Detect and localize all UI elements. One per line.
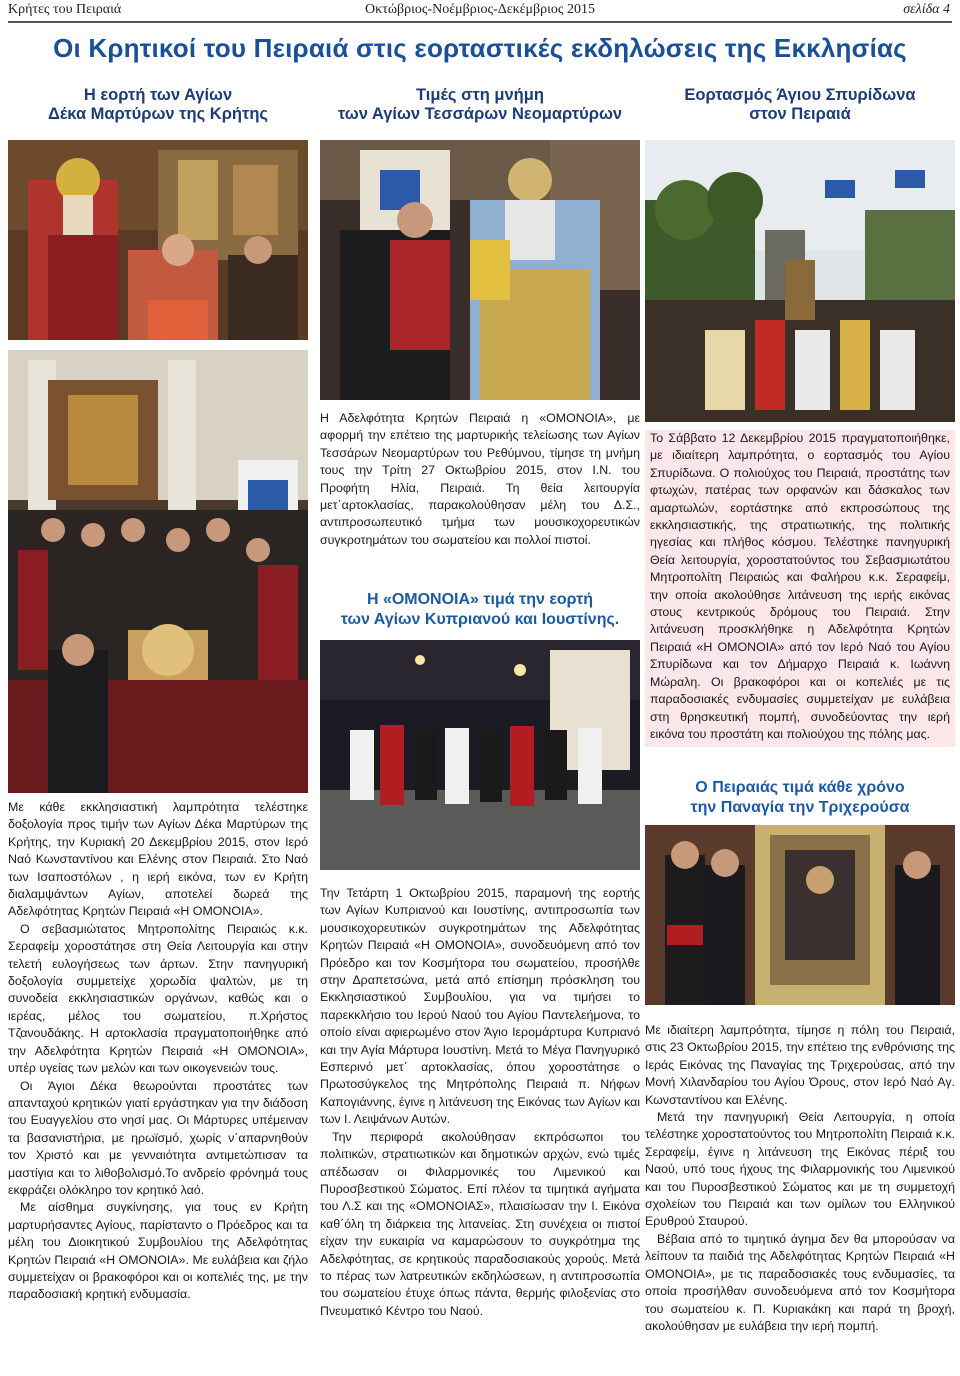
heading-trikheroussa [645,778,955,818]
subhead-saint-spyridon-line1: Εορτασμός Άγιου Σπυρίδωνα [684,86,916,104]
heading-kyprianos-line1: Η «ΟΜΟΝΟΙΑ» τιμά την εορτή [366,591,594,608]
photo-bishop-blessing [8,140,308,340]
article-saint-spyridon-p1: Το Σάββατο 12 Δεκεμβρίου 2015 πραγματοποιήθηκε, με ιδιαίτερη λαμπρότητα, ο εορτασμός του Αγίου Σπυρίδωνα. Ο πολιούχος του Πειραιά, προστάτης των φτωχών, πατέρας των ορφανών και δάσκαλος των αμαρτωλών, εορτάστηκε από εκπροσώπους της εκκλησιαστικής, της στρατιωτικής, της πολιτικής ηγεσίας και πλήθος κόσμου. Τελέστηκε πανηγυρική Θεία λειτουργία, χοροστατούντος του Σεβασμιωτάτου Μητροπολίτη Πειραιώς και Φαλήρου κ.κ. Σεραφείμ, την οποία ακολούθησε λιτάνευση της ιερής εικόνας στους κεντρικούς δρόμους του Πειραιά. Στην λιτάνευση προσκλήθηκε η Αδελφότητα Κρητών Πειραιά «Η ΟΜΟΝΟΙΑ» από τον Ιερό Ναό του Αγίου Σπυρίδωνα και τον Δήμαρχο Πειραιά κ. Ιωάννη Μώραλη. Οι βρακοφόροι και οι κοπελιές με τις παραδοσιακές ενδυμασίες συμμετείχαν με ευλάβεια στη θρησκευτική πομπή, συνοδεύοντας την ιερή εικόνα του προστάτη και πολιούχου της πόλης μας. [650,431,950,741]
page-title: Οι Κρητικοί του Πειραιά στις εορταστικές εκδηλώσεις της Εκκλησίας [53,33,907,63]
article-ten-martyrs-p4: Με αίσθημα συγκίνησης, για τους εν Κρήτη μαρτυρήσαντες Αγίους, παρίσταντο ο Πρόεδρος και τα μέλη του Διοικητικού Συμβουλίου της Αδελφότητας Κρητών Πειραιά «Η ΟΜΟΝΟΙΑ». Με ευλάβεια και ζήλο συμμετείχαν οι βρακοφόροι και οι κοπελιές της, με την παραδοσιακή κρητική ενδυμασία. [8,1200,308,1302]
article-ten-martyrs [8,799,308,1304]
subhead-ten-martyrs [8,86,308,124]
subhead-four-neomartyrs [320,86,640,124]
article-ten-martyrs-p2: Ο σεβασμιώτατος Μητροπολίτης Πειραιώς κ.κ. Σεραφείμ χοροστάτησε στη Θεία Λειτουργία και στην τελετή ευλογήσεως των άρτων. Στην πανηγυρική δοξολογία συμμετείχε χορωδία ψαλτών, με τη συνοδεία εκκλησιαστικών οργάνων, καθώς και ο ιερέας, μέλος του σωματείου, π.Χρήστος Τζανουδάκης. Η αρτοκλασία πραγματοποιήθηκε από την Αδελφότητα Κρητών Πειραιά «Η ΟΜΟΝΟΙΑ», υπέρ υγείας των μελών και των οικογενειών τους. [8,921,308,1076]
photo-dancers-night [320,640,640,870]
photo-icon-trikheroussa [645,825,955,1005]
heading-trikheroussa-line2: την Παναγία την Τριχερούσα [690,799,910,816]
article-trikheroussa-p3: Βέβαια από το τιμητικό άγημα δεν θα μπορούσαν να λείπουν τα παιδιά της Αδελφότητας Κρητών Πειραιά «Η ΟΜΟΝΟΙΑ», με τις παραδοσιακές τους ενδυμασίες, τα οποία προσήλθαν συνοδευόμενα από τον Κοσμήτορα του σωματείου κ. Π. Κυριακάκη και παρά τη βροχή, ακολούθησαν με ευλάβεια την ιερή πομπή. [645,1231,955,1333]
article-saint-spyridon [645,430,955,747]
subhead-ten-martyrs-line1: Η εορτή των Αγίων [83,86,233,104]
subhead-saint-spyridon [645,86,955,124]
subhead-saint-spyridon-line2: στον Πειραιά [749,105,851,123]
article-trikheroussa [645,1022,955,1335]
photo-communion [320,140,640,400]
running-header-left: Κρήτες του Πειραιά [8,2,122,17]
heading-kyprianos-ioustini [320,590,640,630]
photo-procession [645,140,955,422]
header-rule [8,21,952,23]
article-ten-martyrs-p1: Με κάθε εκκλησιαστική λαμπρότητα τελέστηκε δοξολογία προς τιμήν των Αγίων Δέκα Μαρτύρων της Κρήτης, την Κυριακή 20 Δεκεμβρίου 2015, στον Ιερό Ναό Κωνσταντίνου και Ελένης στον Πειραιά. Στο Ναό των Ισαποστόλων , η ιερή εικόνα, των εν Κρήτη διαλαμψάντων Αγίων, αποτελεί δωρεά της Αδελφότητας Κρητών Πειραιά «Η ΟΜΟΝΟΙΑ». [8,800,308,919]
article-four-neomartyrs [320,410,640,549]
photo-group-bread [8,350,308,793]
article-trikheroussa-p2: Μετά την πανηγυρική Θεία Λειτουργία, η οποία τελέστηκε χοροστατούντος του Μητροπολίτη Πειραιά κ.κ. Σεραφείμ, έγινε η λιτάνευση της Εικόνας πέριξ του Ναού, υπό τους ήχους της Φιλαρμονικής του Λιμενικού και του Πυροσβεστικού Σώματος και με τη συμμετοχή σχολείων του Πειραιά και των ομίλων του Ελληνικού Ερυθρού Σταυρού. [645,1110,955,1229]
article-trikheroussa-p1: Με ιδιαίτερη λαμπρότητα, τίμησε η πόλη του Πειραιά, στις 23 Οκτωβρίου 2015, την επέτειο της ενθρόνισης της Ιεράς Εικόνας της Παναγίας της Τριχερούσας, από την Μονή Χιλανδαρίου του Αγίου Όρους, στον Ιερό Ναό Αγ. Κωνσταντίνου και Ελένης. [645,1023,955,1107]
article-kyprianos-p2: Την περιφορά ακολούθησαν εκπρόσωποι του πολιτικών, στρατιωτικών και δημοτικών αρχών, ενώ τιμές απέδωσαν οι Φιλαρμονικές του Λιμενικού και Πυροσβεστικού Σώματος. Επί πλέον τα τιμητικά αγήματα του Λ.Σ και της «ΟΜΟΝΟΙΑΣ», πλαισίωσαν την Ι. Εικόνα καθ΄όλη τη διάρκεια της λιτανείας. Στη συνέχεια οι πιστοί είχαν την ευκαιρία να καμαρώσουν το συγκρότημα της Αδελφότητας, σε κρητικούς παραδοσιακούς χορούς. Μετά το πέρας των λατρευτικών εκδηλώσεων, η αντιπροσωπία του σωματείου έτυχε όπως πάντα, θερμής φιλοξενίας στο Πνευματικό Κέντρο του Ναού. [320,1129,640,1318]
subhead-four-neomartyrs-line2: των Αγίων Τεσσάρων Νεομαρτύρων [337,105,623,123]
running-header-date: Οκτώβριος-Νοέμβριος-Δεκέμβριος 2015 [365,2,595,17]
heading-kyprianos-line2: των Αγίων Κυπριανού και Ιουστίνης. [340,611,620,628]
article-four-neomartyrs-p1: Η Αδελφότητα Κρητών Πειραιά η «ΟΜΟΝΟΙΑ», με αφορμή την επέτειο της μαρτυρικής τελείωσης των Αγίων Τεσσάρων Νεομαρτύρων του Ρεθύμνου, τίμησε τη μνήμη τους την Τρίτη 27 Οκτωβρίου 2015, στον Ι.Ν. του Προφήτη Ηλία, Πειραιά. Τη θεία λειτουργία μετ΄αρτοκλασίας, παρακολούθησαν μέλη του Δ.Σ., αντιπροσωπευτικό τμήμα των μουσικοχορευτικών συγκροτημάτων του σωματείου και πολλοί πιστοί. [320,411,640,547]
article-kyprianos-p1: Την Τετάρτη 1 Οκτωβρίου 2015, παραμονή της εορτής των Αγίων Κυπριανού και Ιουστίνης, αντιπροσωπία των μουσικοχορευτικών συγκροτημάτων της Αδελφότητας Κρητών Πειραιά «Η ΟΜΟΝΟΙΑ», συνοδευόμενη από τον Πρόεδρο και τον Κοσμήτορα του σωματείου, προσήλθε στην Δραπετσώνα, μετά από επίσημη πρόσκληση του Εκκλησιαστικού Συμβουλίου, για να τιμήσει το παρεκκλήσιο του Ιερού Ναού του Αγίου Παντελεήμονα, το οποίο είναι αφιερωμένο στον Άγιο Ιερομάρτυρα Κυπριανό και την Αγία Μάρτυρα Ιουστίνη. Μετά το Μέγα Πανηγυρικό Εσπερινό μετ΄ αρτοκλασίας, όπου χοροστάτησε ο Πρωτοσύγκελος της Μητρόπολης Πειραιά π. Νήφων Καπογιάννης, έγινε η λιτάνευση της Εικόνας των Αγίων και των Ι. Λειψάνων Αυτών. [320,886,640,1127]
article-ten-martyrs-p3: Οι Άγιοι Δέκα θεωρούνται προστάτες των απανταχού κρητικών γιατί εργάστηκαν για την διάδοση του Ευαγγελίου στο νησί μας. Οι Μάρτυρες υπέμειναν τα βασανιστήρια, με ηρωϊσμό, χωρίς ν΄απαρνηθούν τον Χριστό και με γενναιότητα αντιμετώπισαν τα μαστίγια και το λιθοβολισμό.Το ανδρείο φρόνημά τους εκφράζει ολόκληρο τον κρητικό λαό. [8,1078,308,1197]
subhead-four-neomartyrs-line1: Τιμές στη μνήμη [416,86,544,104]
heading-trikheroussa-line1: Ο Πειραιάς τιμά κάθε χρόνο [695,779,905,796]
page-number: σελίδα 4 [903,2,950,17]
subhead-ten-martyrs-line2: Δέκα Μαρτύρων της Κρήτης [47,105,269,123]
article-kyprianos-ioustini [320,885,640,1320]
